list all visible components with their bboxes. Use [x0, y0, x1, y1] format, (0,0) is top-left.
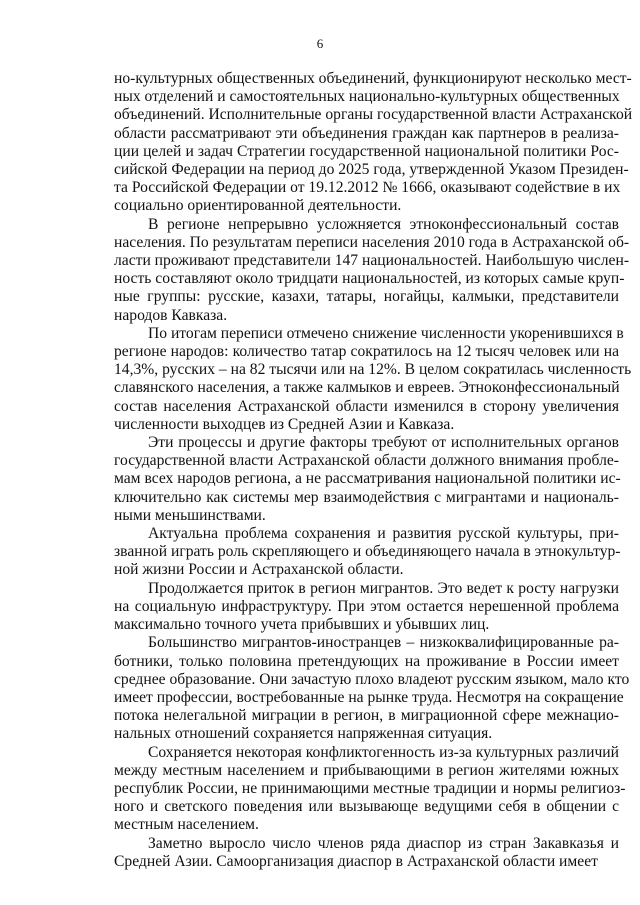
text-line: славянского населения, а также калмыков и евреев. Этноконфессиональный [114, 379, 620, 397]
paragraph [114, 525, 619, 580]
text-line: По итогам переписи отмечено снижение численности укоренившихся в [148, 324, 624, 342]
text-line: Продолжается приток в регион мигрантов. Это ведет к росту нагрузки [148, 579, 619, 597]
paragraph [114, 434, 619, 525]
text-line: ными меньшинствами. [114, 506, 266, 524]
text-line: Заметно выросло число членов ряда диаспор из стран Закавказья и [148, 834, 619, 852]
text-line: ласти проживают представители 147 национальностей. Наибольшую числен- [114, 252, 630, 270]
text-line: государственной власти Астраханской области должного внимания пробле- [114, 452, 619, 470]
paragraph [114, 580, 619, 635]
text-line: населения. По результатам переписи населения 2010 года в Астраханской об- [114, 233, 630, 251]
text-line: та Российской Федерации от 19.12.2012 № 1666, оказывают содействие в их [114, 179, 621, 197]
text-line: ключительно как системы мер взаимодействия с мигрантами и националь- [114, 488, 619, 506]
text-line: между местным населением и прибывающими в регион жителями южных [114, 761, 619, 779]
text-line: ной жизни России и Астраханской области. [114, 561, 404, 579]
text-line: среднее образование. Они зачастую плохо владеют русским языком, мало кто [114, 670, 630, 688]
paragraph [114, 215, 630, 325]
paragraph [114, 743, 626, 835]
paragraph [114, 634, 630, 743]
text-line: но-культурных общественных объединений, функционируют несколько мест- [114, 70, 632, 87]
text-line: регионе народов: количество татар сократилось на 12 тысяч человек или на [114, 343, 619, 361]
text-line: ность составляют около тридцати национальностей, из которых самые круп- [114, 270, 625, 288]
document-body [114, 70, 633, 871]
text-line: республик России, не принимающими местные традиции и нормы религиоз- [114, 779, 626, 797]
text-line: максимально точного учета прибывших и убывших лиц. [114, 616, 490, 634]
text-line: области рассматривают эти объединения граждан как партнеров в реализа- [114, 124, 619, 142]
text-line: В регионе непрерывно усложняется этноконфессиональный состав [148, 215, 619, 233]
text-line: Средней Азии. Самоорганизация диаспор в Астраханской области имеет [114, 852, 598, 870]
text-line: имеет профессии, востребованные на рынке труда. Несмотря на сокращение [114, 688, 624, 706]
text-line: численности выходцев из Средней Азии и Кавказа. [114, 415, 455, 433]
text-line: Эти процессы и другие факторы требуют от исполнительных органов [148, 434, 619, 452]
paragraph [114, 835, 619, 871]
text-line: состав населения Астраханской области изменился в сторону увеличения [114, 397, 619, 415]
text-line: нальных отношений сохраняется напряженная ситуация. [114, 725, 493, 743]
text-line: ции целей и задач Стратегии государственной национальной политики Рос- [114, 142, 619, 160]
paragraph [114, 70, 633, 216]
text-line: мам всех народов региона, а не рассматривания национальной политики ис- [114, 470, 621, 488]
text-line: ные группы: русские, казахи, татары, ногайцы, калмыки, представители [114, 288, 619, 306]
text-line: 14,3%, русских – на 82 тысячи или на 12%. В целом сократилась численность [114, 361, 632, 379]
text-line: ботники, только половина претендующих на проживание в России имеет [114, 652, 619, 670]
text-line: на социальную инфраструктуру. При этом остается нерешенной проблема [114, 597, 619, 615]
text-line: Сохраняется некоторая конфликтогенность из-за культурных различий [148, 743, 619, 761]
text-line: званной играть роль скрепляющего и объединяющего начала в этнокультур- [114, 543, 621, 561]
page-number: 6 [316, 36, 324, 51]
text-line: сийской Федерации на период до 2025 года, утвержденной Указом Президен- [114, 161, 629, 179]
text-line: социально ориентированной деятельности. [114, 197, 402, 215]
text-line: Большинство мигрантов-иностранцев – низкоквалифицированные ра- [148, 634, 619, 652]
text-line: объединений. Исполнительные органы государственной власти Астраханской [114, 106, 633, 124]
text-line: ных отделений и самостоятельных национально-культурных общественных [114, 88, 620, 106]
text-line: местным населением. [114, 816, 259, 834]
paragraph [114, 324, 632, 434]
text-line: народов Кавказа. [114, 306, 228, 324]
text-line: Актуальна проблема сохранения и развития русской культуры, при- [148, 525, 619, 543]
text-line: потока нелегальной миграции в регион, в миграционной сфере межнацио- [114, 707, 619, 725]
text-line: ного и светского поведения или вызывающе ведущими себя в общении с [114, 798, 619, 816]
